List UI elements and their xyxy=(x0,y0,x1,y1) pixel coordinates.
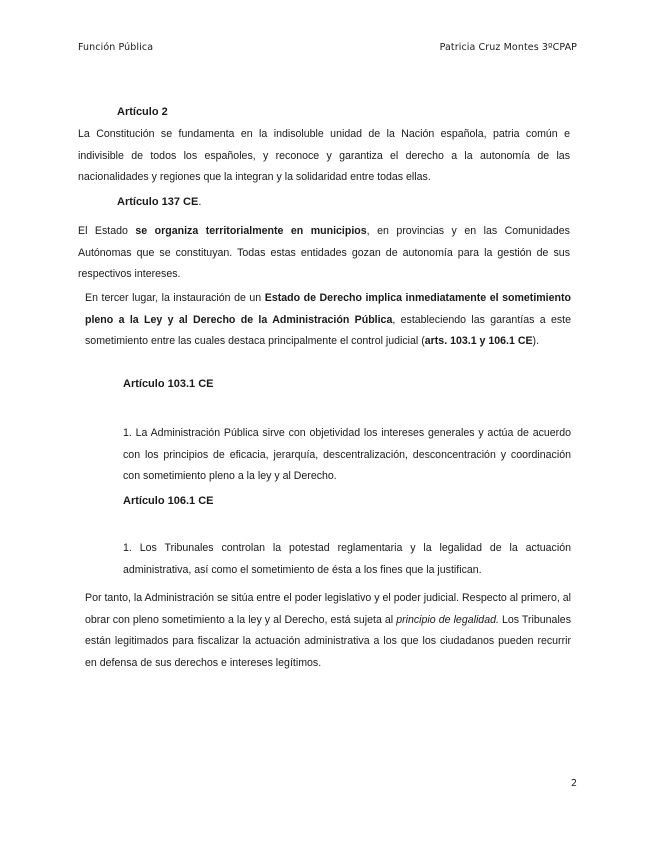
header-author: Patricia Cruz Montes 3ºCPAP xyxy=(439,42,577,53)
article-137-heading: Artículo 137 CE. xyxy=(117,196,202,208)
article-2-heading: Artículo 2 xyxy=(117,106,168,118)
article-2-text: La Constitución se fundamenta en la indisoluble unidad de la Nación española, patria común e indivisible de todos los españoles, y reconoce y garantiza el derecho a la autonomía de las nacionalidades y regiones que la integran y la solidaridad entre todas ellas. xyxy=(78,128,570,183)
article-106-text: 1. Los Tribunales controlan la potestad reglamentaria y la legalidad de la actuación administrativa, así como el sometimiento de ésta a los fines que la justifican. xyxy=(123,542,571,576)
estado-derecho-text: En tercer lugar, la instauración de un Estado de Derecho implica inmediatamente el sometimiento pleno a la Ley y al Derecho de la Administración Pública, estableciendo las garantías a este sometimiento entre las cuales destaca principalmente el control judicial (arts. 103.1 y 106.1 CE). xyxy=(85,292,571,347)
article-103-heading: Artículo 103.1 CE xyxy=(123,378,214,390)
conclusion-text: Por tanto, la Administración se sitúa entre el poder legislativo y el poder judicial. Respecto al primero, al obrar con pleno sometimiento a la ley y al Derecho, está sujeta al principio de legalidad. Los Tribunales están legitimados para fiscalizar la actuación administrativa a los que los ciudadanos pueden recurrir en defensa de sus derechos e intereses legítimos. xyxy=(85,592,571,669)
article-106-heading: Artículo 106.1 CE xyxy=(123,495,214,507)
header-title: Función Pública xyxy=(78,42,154,53)
article-137-text: El Estado se organiza territorialmente en municipios, en provincias y en las Comunidades Autónomas que se constituyan. Todas estas entidades gozan de autonomía para la gestión de sus respectivos intereses. xyxy=(78,225,570,280)
article-103-text: 1. La Administración Pública sirve con objetividad los intereses generales y actúa de acuerdo con los principios de eficacia, jerarquía, descentralización, desconcentración y coordinación con sometimiento pleno a la ley y al Derecho. xyxy=(123,427,571,482)
page-number: 2 xyxy=(570,778,577,789)
